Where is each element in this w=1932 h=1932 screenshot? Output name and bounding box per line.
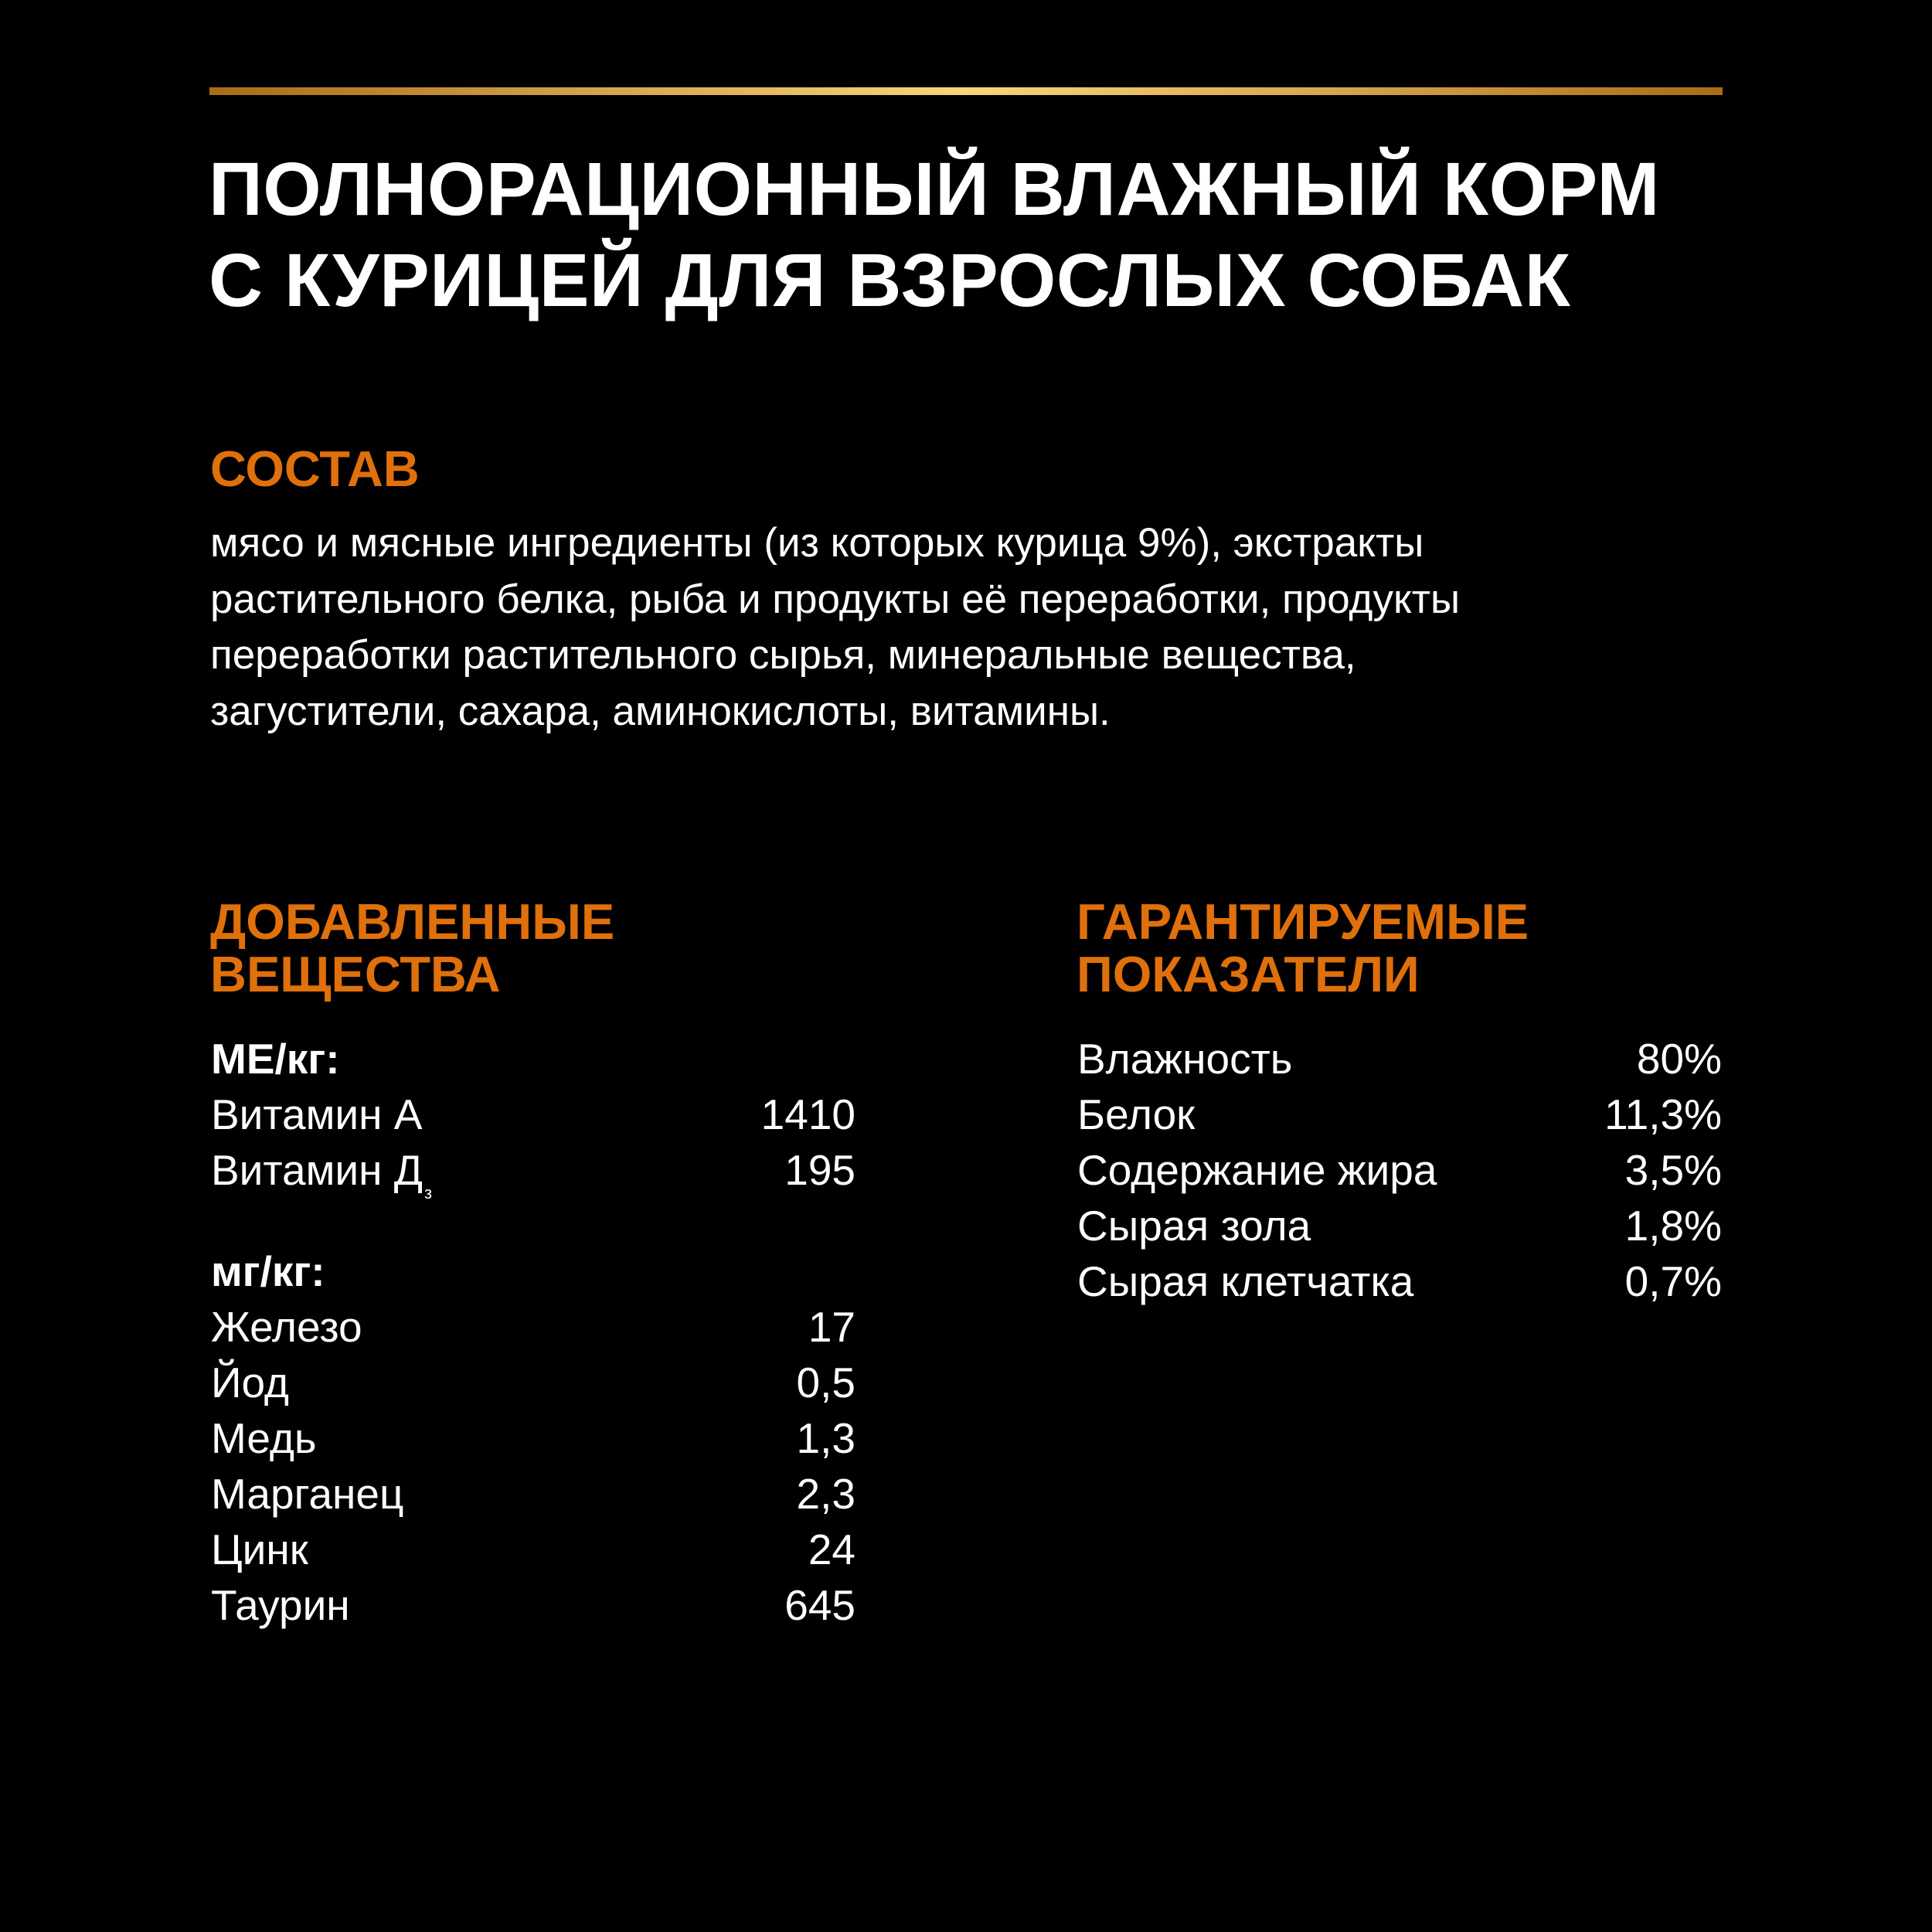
analysis-name: Белок	[1077, 1090, 1196, 1138]
analysis-name: Сырая клетчатка	[1077, 1257, 1414, 1305]
nutrient-subscript: з	[424, 1183, 433, 1202]
nutrient-name: Медь	[211, 1414, 317, 1462]
nutrient-name: Железо	[211, 1303, 362, 1351]
additives-heading	[210, 893, 615, 1002]
analysis-value: 1,8%	[1624, 1202, 1722, 1250]
analysis-name: Влажность	[1077, 1035, 1293, 1083]
table-row	[211, 1577, 855, 1633]
table-row	[1077, 1031, 1722, 1087]
nutrient-value: 1,3	[796, 1414, 855, 1462]
table-row	[211, 1410, 855, 1466]
analysis-value: 3,5%	[1624, 1146, 1722, 1194]
table-row	[211, 1299, 855, 1355]
nutrient-name: Йод	[211, 1359, 290, 1406]
composition-heading: СОСТАВ	[210, 440, 420, 497]
nutrient-value: 17	[808, 1303, 855, 1351]
nutrient-value: 2,3	[796, 1470, 855, 1518]
table-row	[1077, 1087, 1722, 1142]
analysis-value: 0,7%	[1624, 1257, 1722, 1305]
additives-heading-line-2: ВЕЩЕСТВА	[210, 946, 501, 1002]
table-row	[211, 1087, 855, 1142]
iu-unit-label	[211, 1031, 855, 1087]
additives-heading-line-1: ДОБАВЛЕННЫЕ	[210, 893, 615, 950]
nutrient-name: Витамин $Д_з$	[211, 1146, 433, 1202]
table-row	[1077, 1253, 1722, 1309]
composition-line: мясо и мясные ингредиенты (из которых курица 9%), экстракты	[210, 520, 1424, 566]
analysis-heading-line-2: ПОКАЗАТЕЛИ	[1077, 946, 1420, 1002]
title-line-2: С КУРИЦЕЙ ДЛЯ ВЗРОСЛЫХ СОБАК	[209, 238, 1571, 322]
gold-divider-bar	[209, 87, 1723, 95]
analysis-name: Содержание жира	[1077, 1146, 1437, 1194]
unit-label-text: мг/кг:	[211, 1247, 325, 1295]
table-row	[1077, 1198, 1722, 1253]
table-row	[211, 1355, 855, 1410]
nutrient-value: 24	[808, 1526, 855, 1573]
table-row	[211, 1466, 855, 1522]
nutrient-value: 1410	[760, 1090, 855, 1138]
analysis-value: 11,3%	[1604, 1090, 1722, 1138]
table-row	[211, 1142, 855, 1202]
table-row	[1077, 1142, 1722, 1198]
composition-line: загустители, сахара, аминокислоты, витамины.	[210, 689, 1111, 735]
mg-unit-label	[211, 1243, 855, 1299]
composition-line: переработки растительного сырья, минеральные вещества,	[210, 632, 1356, 679]
unit-label-text: МЕ/кг:	[211, 1035, 340, 1083]
nutrient-name: Цинк	[211, 1526, 308, 1573]
nutrient-name: Марганец	[211, 1470, 404, 1518]
nutrient-value: 645	[784, 1581, 855, 1629]
table-row	[211, 1522, 855, 1577]
nutrient-value: 195	[784, 1146, 855, 1194]
nutrient-name: Витамин А	[211, 1090, 423, 1138]
analysis-value: 80%	[1636, 1035, 1722, 1083]
product-title	[209, 144, 1739, 326]
nutrient-name: Таурин	[211, 1581, 350, 1629]
analysis-heading	[1077, 893, 1529, 1002]
analysis-name: Сырая зола	[1077, 1202, 1311, 1250]
composition-line: растительного белка, рыба и продукты её переработки, продукты	[210, 576, 1461, 622]
analysis-heading-line-1: ГАРАНТИРУЕМЫЕ	[1077, 893, 1529, 950]
title-line-1: ПОЛНОРАЦИОННЫЙ ВЛАЖНЫЙ КОРМ	[209, 147, 1660, 231]
nutrient-value: 0,5	[796, 1359, 855, 1406]
additives-table	[211, 1031, 855, 1633]
composition-text	[210, 515, 1725, 740]
analysis-table	[1077, 1031, 1722, 1309]
